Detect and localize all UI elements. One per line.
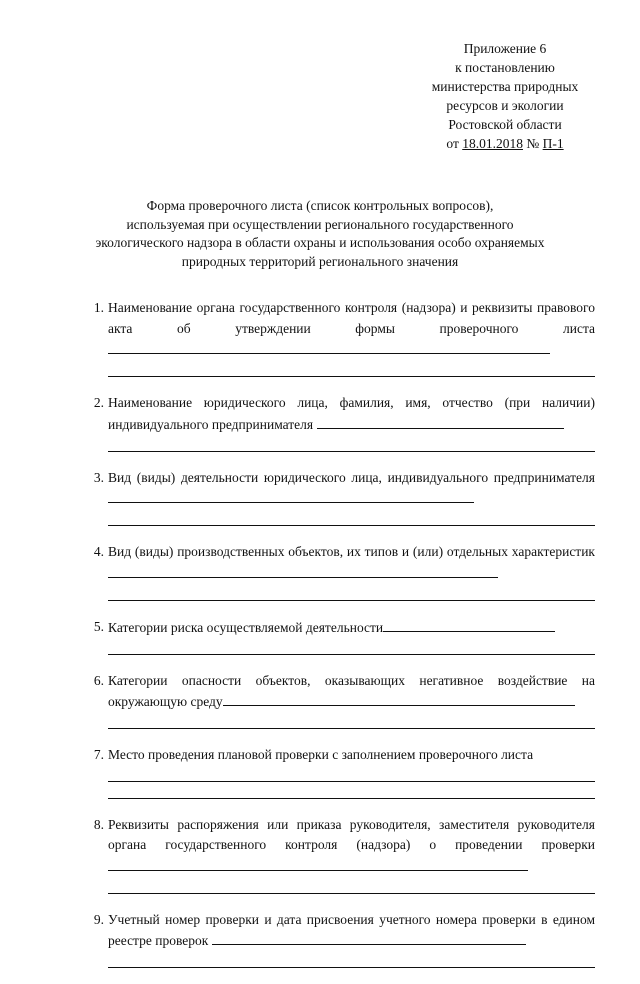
appendix-line: министерства природных xyxy=(431,79,579,94)
item-label: Учетный номер проверки и дата присвоения учетного номера проверки в едином реестре проверок xyxy=(108,911,595,948)
checklist-item-5 xyxy=(80,617,595,655)
form-title xyxy=(70,197,570,271)
appendix-line: Ростовской области xyxy=(448,117,562,132)
checklist-item-1 xyxy=(80,298,595,377)
checklist-item-6 xyxy=(80,671,595,730)
appendix-line: ресурсов и экологии xyxy=(446,98,564,113)
form-title-line: Форма проверочного листа (список контрольных вопросов), xyxy=(146,198,494,213)
item-label: Наименование юридического лица, фамилия, имя, отчество (при наличии) индивидуального предпринимателя xyxy=(108,395,595,432)
checklist-item-8 xyxy=(80,815,595,894)
checklist-item-3 xyxy=(80,468,595,527)
answer-line[interactable] xyxy=(108,778,595,799)
answer-field[interactable] xyxy=(317,414,564,429)
item-label: Вид (виды) производственных объектов, их типов и (или) отдельных характеристик xyxy=(108,544,595,559)
appendix-line: к постановлению xyxy=(455,60,555,75)
item-number: 1. xyxy=(93,300,104,315)
checklist-item-2 xyxy=(80,393,595,452)
item-number: 3. xyxy=(93,469,104,485)
answer-field[interactable] xyxy=(108,339,550,354)
item-number: 5. xyxy=(93,618,104,634)
item-label: Наименование органа государственного контроля (надзора) и реквизиты правового акта об утверждении формы проверочного листа xyxy=(108,300,595,336)
checklist-item-9 xyxy=(80,910,595,969)
appendix-header xyxy=(405,39,605,153)
item-number: 6. xyxy=(93,672,104,688)
form-title-line: используемая при осуществлении регионального государственного xyxy=(126,216,514,232)
resolution-number: П-1 xyxy=(542,136,564,151)
item-number: 4. xyxy=(93,544,104,559)
item-label: Категории опасности объектов, оказывающих негативное воздействие на окружающую среду xyxy=(108,672,595,709)
answer-field[interactable] xyxy=(383,617,555,632)
resolution-date: 18.01.2018 xyxy=(462,136,523,151)
checklist-item-4 xyxy=(80,542,595,601)
item-label: Место проведения плановой проверки с заполнением проверочного листа xyxy=(108,747,534,762)
answer-field[interactable] xyxy=(212,930,526,945)
date-prefix: от xyxy=(446,136,459,151)
item-number: 8. xyxy=(93,816,104,832)
item-number: 7. xyxy=(93,747,104,762)
checklist-items xyxy=(80,298,595,984)
item-number: 9. xyxy=(93,911,104,927)
answer-field[interactable] xyxy=(108,856,528,871)
item-number: 2. xyxy=(93,395,104,410)
answer-field[interactable] xyxy=(108,488,474,503)
appendix-date-line xyxy=(405,134,605,153)
answer-field[interactable] xyxy=(108,563,498,578)
item-label: Категории риска осуществляемой деятельности xyxy=(108,619,384,635)
answer-field[interactable] xyxy=(223,691,575,706)
number-sign: № xyxy=(526,136,540,151)
item-label: Реквизиты распоряжения или приказа руководителя, заместителя руководителя органа государственного контроля (надзора) о проведении проверки xyxy=(108,816,595,852)
form-title-line: экологического надзора в области охраны и использования особо охраняемых xyxy=(95,235,545,250)
form-title-line: природных территорий регионального значения xyxy=(181,253,459,269)
checklist-item-7 xyxy=(80,745,595,799)
item-label: Вид (виды) деятельности юридического лица, индивидуального предпринимателя xyxy=(108,469,595,485)
appendix-line: Приложение 6 xyxy=(463,41,547,56)
